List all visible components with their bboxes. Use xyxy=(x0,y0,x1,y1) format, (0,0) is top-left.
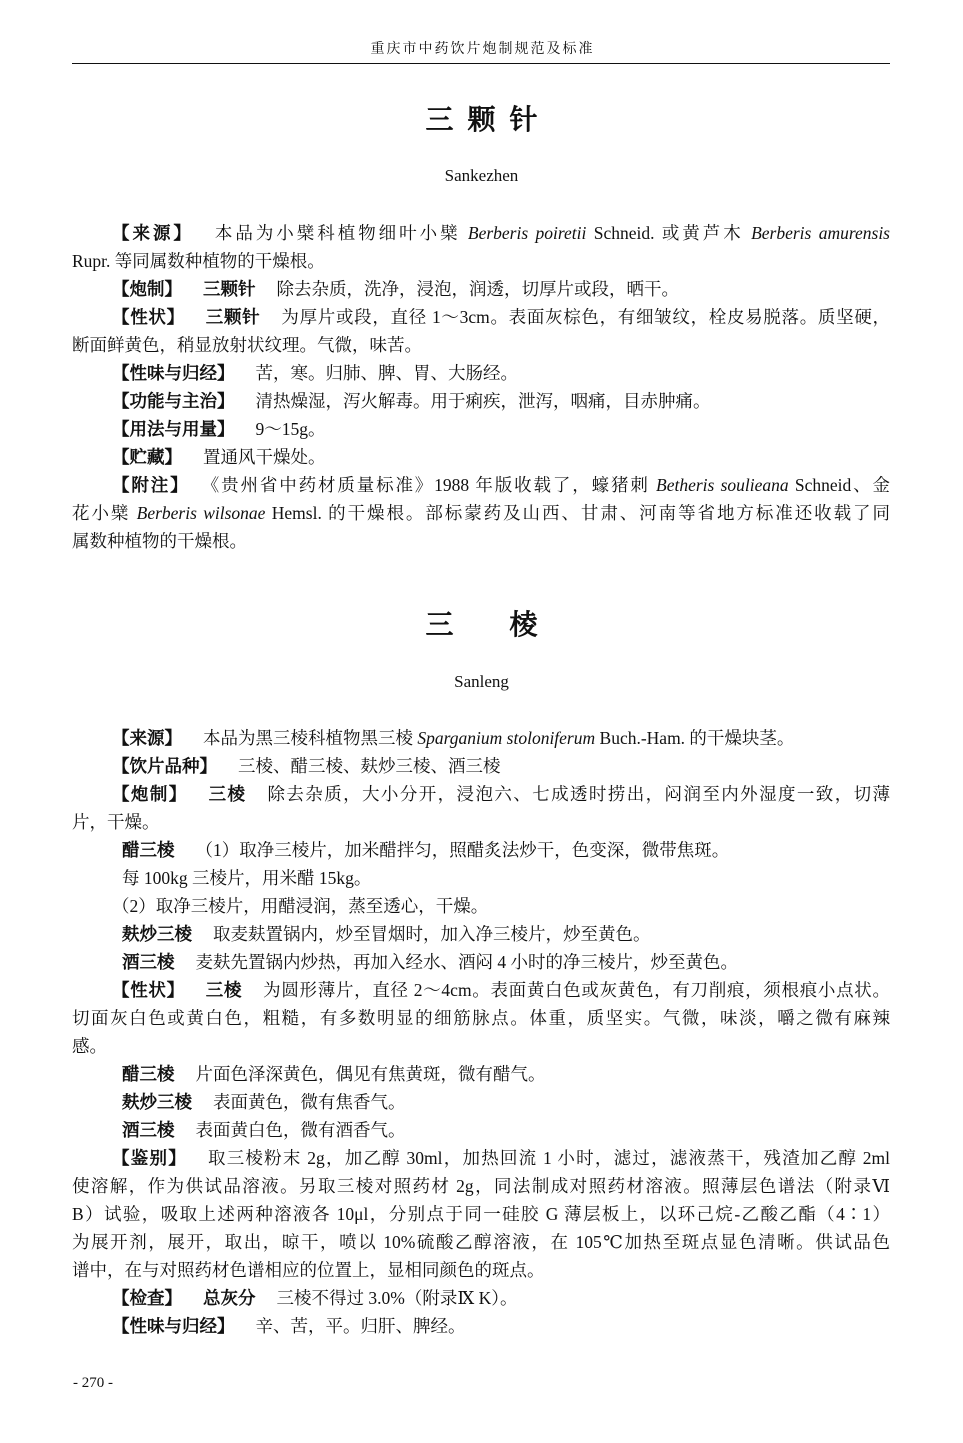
sub-entry xyxy=(72,892,890,920)
item-label: 醋三棱 xyxy=(122,1065,175,1085)
entry-text: （2）取净三棱片，用醋浸润，蒸至透心，干燥。 xyxy=(112,896,489,916)
description-entry xyxy=(72,303,890,331)
entry-text: 片，干燥。 xyxy=(72,812,160,832)
entry-label: 【功能与主治】 xyxy=(112,392,235,412)
monograph-pinyin: Sankezhen xyxy=(444,166,519,185)
identification-entry xyxy=(72,1144,890,1172)
latin-name: Berberis poiretii xyxy=(467,223,587,243)
entry-text: 表面黄白色，微有酒香气。 xyxy=(195,1120,406,1140)
entry-text: Buch.-Ham. 的干燥块茎。 xyxy=(595,728,795,748)
entry-label: 【来源】 xyxy=(112,224,194,244)
entry-text: 切面灰白色或黄白色，粗糙，有多数明显的细筋脉点。体重，质坚实。气微，味淡，嚼之微有麻辣 xyxy=(72,1008,890,1028)
processing-entry xyxy=(72,275,890,303)
entry-label: 【贮藏】 xyxy=(112,448,182,468)
text-line xyxy=(72,1228,890,1256)
item-label: 三颗针 xyxy=(205,308,261,328)
item-label: 三棱 xyxy=(205,981,243,1001)
entry-label: 【饮片品种】 xyxy=(112,757,217,777)
monograph-title: 三颗针 xyxy=(425,103,552,136)
item-label: 三颗针 xyxy=(203,280,256,300)
entry-text: 清热燥湿，泻火解毒。用于痢疾，泄泻，咽痛，目赤肿痛。 xyxy=(255,391,711,411)
description-entry xyxy=(72,976,890,1004)
property-meridian-entry xyxy=(72,359,890,387)
item-label: 醋三棱 xyxy=(122,841,175,861)
entry-text: 三棱、醋三棱、麸炒三棱、酒三棱 xyxy=(238,756,501,776)
entry-text: Schneid. 或黄芦木 xyxy=(586,223,752,243)
sub-entry xyxy=(72,948,890,976)
text-line xyxy=(72,527,890,555)
entry-label: 【性味与归经】 xyxy=(112,1317,235,1337)
source-entry xyxy=(72,724,890,752)
monograph-body xyxy=(72,219,890,555)
entry-text: Rupr. 等同属数种植物的干燥根。 xyxy=(72,251,325,271)
item-label: 酒三棱 xyxy=(122,1121,175,1141)
function-entry xyxy=(72,387,890,415)
entry-text: 《贵州省中药材质量标准》1988 年版收载了，蠔猪刺 xyxy=(210,475,657,495)
entry-text: 除去杂质，大小分开，浸泡六、七成透时捞出，闷润至内外湿度一致，切薄 xyxy=(267,784,890,804)
source-entry xyxy=(72,219,890,247)
entry-text: 属数种植物的干燥根。 xyxy=(72,531,247,551)
entry-text: 为厚片或段，直径 1～3cm。表面灰棕色，有细皱纹，栓皮易脱落。质坚硬， xyxy=(281,307,890,327)
latin-name: Berberis amurensis xyxy=(751,223,890,243)
entry-text: 除去杂质，洗净，浸泡，润透，切厚片或段，晒干。 xyxy=(276,279,679,299)
dosage-entry xyxy=(72,415,890,443)
running-header-title: 重庆市中药饮片炮制规范及标准 xyxy=(370,42,595,57)
varieties-entry xyxy=(72,752,890,780)
entry-text: B）试验，吸取上述两种溶液各 10μl，分别点于同一硅胶 G 薄层板上，以环己烷-乙酸乙酯（4∶1） xyxy=(72,1204,890,1224)
monograph-pinyin: Sanleng xyxy=(454,672,509,691)
text-line xyxy=(72,499,890,527)
text-line xyxy=(72,1032,890,1060)
entry-text: （1）取净三棱片，加米醋拌匀，照醋炙法炒干，色变深，微带焦斑。 xyxy=(195,840,730,860)
entry-text: 取麦麸置锅内，炒至冒烟时，加入净三棱片，炒至黄色。 xyxy=(213,924,651,944)
sub-entry xyxy=(72,836,890,864)
monograph-body xyxy=(72,724,890,1340)
entry-label: 【性状】 xyxy=(112,981,185,1001)
entry-text: Schneid、金 xyxy=(788,475,890,495)
entry-text: 为展开剂，展开，取出，晾干，喷以 10%硫酸乙醇溶液，在 105℃加热至斑点显色清晰。供试品色 xyxy=(72,1232,890,1252)
header-rule xyxy=(72,63,890,64)
entry-text: 花小檗 xyxy=(72,503,137,523)
entry-text: 表面黄色，微有焦香气。 xyxy=(213,1092,406,1112)
text-line xyxy=(72,808,890,836)
entry-label: 【检查】 xyxy=(112,1289,182,1309)
entry-label: 【炮制】 xyxy=(112,785,188,805)
sub-entry xyxy=(72,1116,890,1144)
entry-text: 每 100kg 三棱片，用米醋 15kg。 xyxy=(122,868,372,888)
text-line xyxy=(72,247,890,275)
processing-entry xyxy=(72,780,890,808)
latin-name: Sparganium stoloniferum xyxy=(417,728,596,748)
entry-text: 为圆形薄片，直径 2～4cm。表面黄白色或灰黄色，有刀削痕，须根痕小点状。 xyxy=(263,980,890,1000)
entry-label: 【性味与归经】 xyxy=(112,364,235,384)
entry-label: 【性状】 xyxy=(112,308,185,328)
text-line xyxy=(72,1200,890,1228)
sub-entry xyxy=(72,1060,890,1088)
entry-text: 三棱不得过 3.0%（附录Ⅸ K）。 xyxy=(276,1288,518,1308)
text-line xyxy=(72,1172,890,1200)
entry-text: 麦麸先置锅内炒热，再加入经水、酒闷 4 小时的净三棱片，炒至黄色。 xyxy=(195,952,738,972)
item-label: 麸炒三棱 xyxy=(122,925,192,945)
entry-text: Hemsl. 的干燥根。部标蒙药及山西、甘肃、河南等省地方标准还收载了同 xyxy=(265,503,890,523)
entry-label: 【鉴别】 xyxy=(112,1149,187,1169)
entry-text: 置通风干燥处。 xyxy=(203,447,326,467)
page-number: - 270 - xyxy=(73,1375,113,1391)
entry-text: 断面鲜黄色，稍显放射状纹理。气微，味苦。 xyxy=(72,335,422,355)
item-label: 麸炒三棱 xyxy=(122,1093,192,1113)
inspection-entry xyxy=(72,1284,890,1312)
entry-text: 本品为小檗科植物细叶小檗 xyxy=(214,223,468,243)
entry-text: 谱中，在与对照药材色谱相应的位置上，显相同颜色的斑点。 xyxy=(72,1260,545,1280)
latin-name: Betheris soulieana xyxy=(656,475,789,495)
entry-text: 感。 xyxy=(72,1036,107,1056)
entry-text: 本品为黑三棱科植物黑三棱 xyxy=(203,728,418,748)
item-label: 三棱 xyxy=(208,785,247,805)
text-line xyxy=(72,1256,890,1284)
sub-entry xyxy=(72,1088,890,1116)
sub-entry xyxy=(72,864,890,892)
item-label: 总灰分 xyxy=(203,1289,256,1309)
property-meridian-entry xyxy=(72,1312,890,1340)
storage-entry xyxy=(72,443,890,471)
entry-text: 使溶解，作为供试品溶液。另取三棱对照药材 2g，同法制成对照药材溶液。照薄层色谱法（附录Ⅵ xyxy=(72,1176,890,1196)
note-entry xyxy=(72,471,890,499)
latin-name: Berberis wilsonae xyxy=(136,503,266,523)
sub-entry xyxy=(72,920,890,948)
entry-label: 【附注】 xyxy=(112,476,190,496)
entry-label: 【炮制】 xyxy=(112,280,182,300)
entry-text: 片面色泽深黄色，偶见有焦黄斑，微有醋气。 xyxy=(195,1064,546,1084)
item-label: 酒三棱 xyxy=(122,953,175,973)
entry-label: 【用法与用量】 xyxy=(112,420,235,440)
entry-text: 9～15g。 xyxy=(255,419,326,439)
monograph-title: 三棱 xyxy=(425,608,594,641)
entry-text: 辛、苦，平。归肝、脾经。 xyxy=(255,1316,466,1336)
entry-text: 取三棱粉末 2g，加乙醇 30ml，加热回流 1 小时，滤过，滤液蒸干，残渣加乙醇 2ml xyxy=(207,1148,890,1168)
text-line xyxy=(72,331,890,359)
entry-label: 【来源】 xyxy=(112,729,182,749)
text-line xyxy=(72,1004,890,1032)
entry-text: 苦，寒。归肺、脾、胃、大肠经。 xyxy=(255,363,518,383)
